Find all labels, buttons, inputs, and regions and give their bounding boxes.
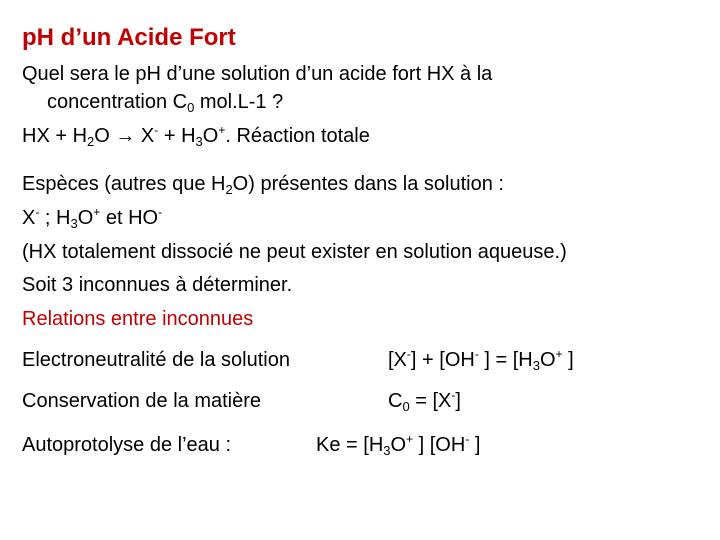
equation-part: = [X xyxy=(409,390,452,412)
reaction-superscript: - xyxy=(154,123,159,137)
species-intro xyxy=(22,172,504,196)
equation-superscript: - xyxy=(465,432,470,446)
species-intro-text: O) présentes dans la solution : xyxy=(232,173,504,195)
reaction-part: HX + H xyxy=(22,125,88,147)
relations-heading: Relations entre inconnues xyxy=(22,308,254,330)
page-title: pH d’un Acide Fort xyxy=(22,24,236,51)
equation-part: [X xyxy=(388,349,407,371)
species-intro-text: Espèces (autres que H xyxy=(22,173,226,195)
unknowns-count: Soit 3 inconnues à déterminer. xyxy=(22,274,293,296)
equation-superscript: - xyxy=(406,347,411,361)
reaction-part: O xyxy=(202,125,219,147)
question-c0-subscript: 0 xyxy=(187,100,195,115)
question-concentration-text: concentration C xyxy=(47,91,188,113)
equation-superscript: - xyxy=(474,347,479,361)
species-superscript: + xyxy=(93,205,101,219)
reaction-subscript: 3 xyxy=(195,134,203,149)
reaction-total-text: . Réaction totale xyxy=(225,125,370,147)
reaction-subscript: 2 xyxy=(87,134,95,149)
question-line-2 xyxy=(47,90,283,114)
equation-part: O xyxy=(390,434,407,456)
equation-part: ] xyxy=(469,434,481,456)
equation-superscript: + xyxy=(555,347,563,361)
species-list xyxy=(22,206,162,230)
species-superscript: - xyxy=(158,205,163,219)
species-intro-subscript: 2 xyxy=(225,182,233,197)
conservation-label: Conservation de la matière xyxy=(22,390,262,412)
electroneutrality-equation xyxy=(388,348,574,372)
equation-subscript: 3 xyxy=(532,358,540,373)
reaction-part: + H xyxy=(158,125,196,147)
equation-part: ] = [H xyxy=(478,349,533,371)
species-part: O xyxy=(77,207,94,229)
equation-subscript: 3 xyxy=(383,443,391,458)
species-part: X xyxy=(22,207,36,229)
question-line-1: Quel sera le pH d’une solution d’un acide fort HX à la xyxy=(22,63,493,85)
autoprotolysis-label: Autoprotolyse de l’eau : xyxy=(22,434,232,456)
conservation-equation xyxy=(388,389,461,413)
electroneutrality-label: Electroneutralité de la solution xyxy=(22,349,290,371)
question-unit-text: mol.L-1 ? xyxy=(194,91,284,113)
equation-superscript: - xyxy=(451,388,456,402)
equation-subscript: 0 xyxy=(402,399,410,414)
species-part: et HO xyxy=(100,207,159,229)
species-superscript: - xyxy=(35,205,40,219)
equation-part: ] + [OH xyxy=(410,349,475,371)
equation-part: ] [OH xyxy=(413,434,466,456)
reaction-part: O → X xyxy=(94,125,155,147)
reaction-equation xyxy=(22,124,370,148)
equation-part: Ke = [H xyxy=(316,434,384,456)
equation-superscript: + xyxy=(406,432,414,446)
autoprotolysis-equation xyxy=(316,433,480,457)
equation-part: ] xyxy=(455,390,461,412)
equation-part: ] xyxy=(562,349,574,371)
species-subscript: 3 xyxy=(70,216,78,231)
dissociation-note: (HX totalement dissocié ne peut exister en solution aqueuse.) xyxy=(22,241,567,263)
species-part: ; H xyxy=(39,207,71,229)
equation-part: O xyxy=(539,349,556,371)
reaction-superscript: + xyxy=(218,123,226,137)
equation-part: C xyxy=(388,390,403,412)
